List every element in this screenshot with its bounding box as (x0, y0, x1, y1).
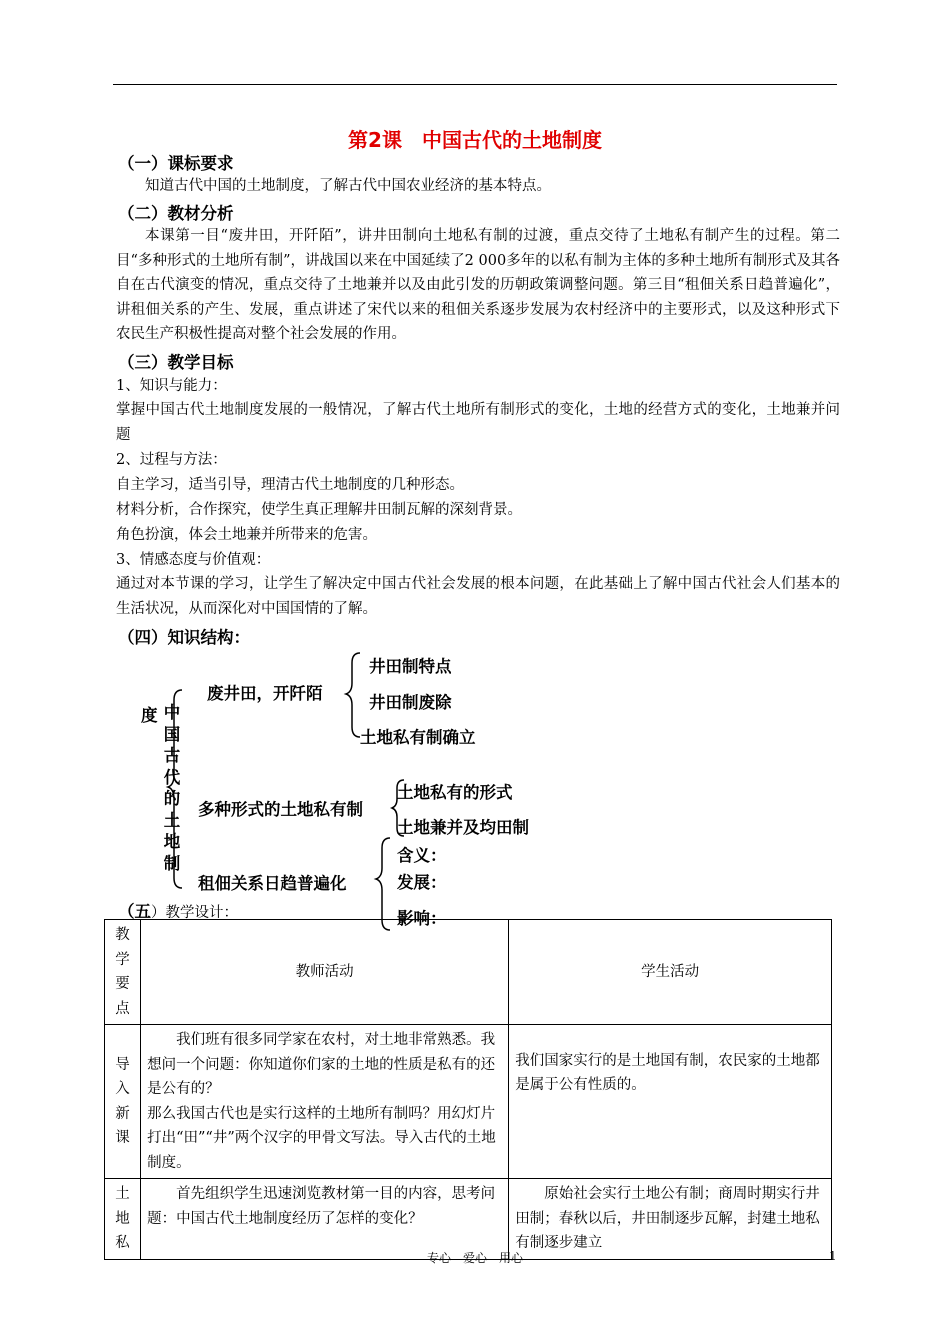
section-heading-structure: （四）知识结构： (118, 628, 250, 647)
row-1-teacher (141, 1025, 509, 1179)
row-1-teacher-p1: 我们班有很多同学家在农村，对土地非常熟悉。我想问一个问题：你知道你们家的土地的性质是私有的还是公有的？ (147, 1032, 496, 1097)
section-heading-textbook: （二）教材分析 (118, 204, 234, 223)
goal-1-text: 掌握中国古代土地制度发展的一般情况，了解古代土地所有制形式的变化，土地的经营方式的变化，土地兼并问题 (116, 402, 840, 443)
goal-2-line-2: 材料分析，合作探究，使学生真正理解井田制瓦解的深刻背景。 (116, 502, 522, 518)
goal-1-title: 1、知识与能力： (116, 378, 227, 394)
structure-root-char: 度 (141, 706, 158, 725)
branch3-item-2: 发展： (397, 873, 447, 892)
lesson-design-table (104, 919, 832, 1260)
row-2-student (509, 1179, 832, 1260)
goal-3-title: 3、情感态度与价值观： (116, 552, 271, 568)
header-student: 学生活动 (509, 920, 832, 1025)
row-2-teacher-p1: 首先组织学生迅速浏览教材第一目的内容，思考问题：中国古代土地制度经历了怎样的变化？ (147, 1186, 496, 1227)
branch1-brace (346, 653, 360, 737)
branch3-brace (376, 838, 390, 930)
row-2-point: 土地私 (105, 1179, 141, 1260)
row-1-student: 我们国家实行的是土地国有制，农民家的土地都是属于公有性质的。 (509, 1025, 832, 1179)
header-point: 教学要点 (105, 920, 141, 1025)
branch1-item-1: 井田制特点 (369, 657, 452, 676)
goal-3-text: 通过对本节课的学习，让学生了解决定中国古代社会发展的根本问题，在此基础上了解中国古代社会人们基本的生活状况，从而深化对中国国情的了解。 (116, 576, 840, 617)
branch2-label: 多种形式的土地私有制 (198, 800, 363, 819)
goal-2-title: 2、过程与方法： (116, 452, 227, 468)
footer-text: 专心 爱心 用心 (426, 1251, 523, 1265)
branch1-item-2: 井田制废除 (369, 693, 452, 712)
branch3-item-3: 影响： (397, 909, 447, 928)
table-row (105, 1025, 832, 1179)
branch2-item-2: 土地兼并及均田制 (397, 818, 529, 837)
row-2-student-p1: 原始社会实行土地公有制；商周时期实行井田制；春秋以后，井田制逐步瓦解，封建土地私有制逐步建立 (515, 1186, 820, 1251)
branch3-label: 租佃关系日趋普遍化 (198, 874, 347, 893)
goal-2-line-3: 角色扮演，体会土地兼并所带来的危害。 (116, 527, 377, 543)
design-heading-num: （五 (118, 902, 151, 921)
page-title: 第2课 中国古代的土地制度 (348, 128, 602, 152)
row-2-teacher (141, 1179, 509, 1260)
structure-root-vertical: 中国古代的土地制 (163, 703, 181, 873)
textbook-analysis-text: 本课第一目“废井田，开阡陌”，讲井田制向土地私有制的过渡，重点交待了土地私有制产生的过程。第二目“多种形式的土地所有制”，讲战国以来在中国延续了2 000多年的以私有制为主体的多种土地所有制形式及其各自在古代演变的情况，重点交待了土地兼并以及由此引发的历朝政策调整问题。第三目“租佃关系日趋普遍化”，讲租佃关系的产生、发展，重点讲述了宋代以来的租佃关系逐步发展为农村经济中的主要形式，以及这种形式下农民生产积极性提高对整个社会发展的作用。 (116, 228, 840, 342)
branch1-label: 废井田，开阡陌 (207, 684, 323, 703)
design-heading-rest: ）教学设计： (151, 905, 238, 921)
page-number: 1 (829, 1249, 837, 1263)
goal-2-line-1: 自主学习，适当引导，理清古代土地制度的几种形态。 (116, 477, 464, 493)
row-1-point: 导入新课 (105, 1025, 141, 1179)
branch3-item-1: 含义： (397, 846, 447, 865)
curriculum-text: 知道古代中国的土地制度，了解古代中国农业经济的基本特点。 (145, 178, 551, 194)
section-heading-goals: （三）教学目标 (118, 353, 234, 372)
branch2-item-1: 土地私有的形式 (397, 783, 513, 802)
row-1-teacher-p2: 那么我国古代也是实行这样的土地所有制吗？用幻灯片打出“田”“井”两个汉字的甲骨文写法。导入古代的土地制度。 (147, 1105, 496, 1171)
branch1-item-3: 土地私有制确立 (360, 728, 476, 747)
header-teacher: 教师活动 (141, 920, 509, 1025)
table-row (105, 1179, 832, 1260)
table-header-row (105, 920, 832, 1025)
section-heading-curriculum: （一）课标要求 (118, 154, 234, 173)
